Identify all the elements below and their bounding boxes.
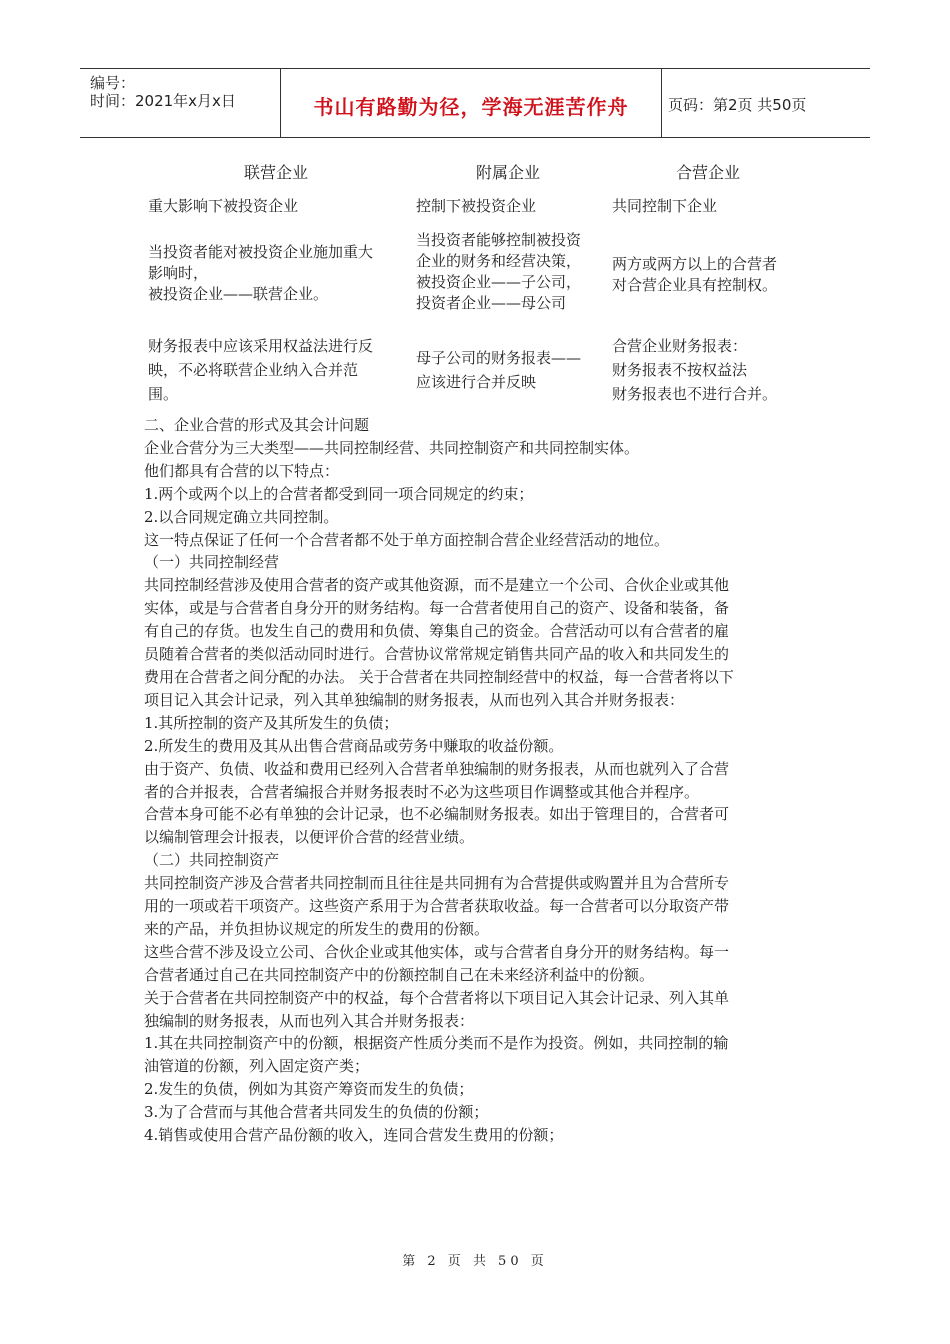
table-cell [416, 230, 608, 314]
table-cell [612, 334, 808, 406]
body-line: 1.两个或两个以上的合营者都受到同一项合同规定的约束； [144, 484, 534, 503]
document-time-label: 时间：2021年x月x日 [90, 92, 236, 110]
table-cell-line: 两方或两方以上的合营者 [612, 255, 778, 273]
table-cell-line: 财务报表不按权益法 [612, 361, 748, 379]
body-line: 独编制的财务报表，从而也列入其合并财务报表： [144, 1011, 475, 1030]
table-cell: 共同控制下企业 [612, 197, 718, 215]
table-cell-line: 围。 [148, 385, 179, 403]
body-line: 这些合营不涉及设立公司、合伙企业或其他实体，或与合营者自身分开的财务结构。每一 [144, 942, 730, 961]
table-cell-line: 当投资者能对被投资企业施加重大 [148, 243, 374, 261]
document-number-label: 编号： [90, 74, 136, 92]
body-line: 共同控制资产涉及合营者共同控制而且往往是共同拥有为合营提供或购置并且为合营所专 [144, 874, 730, 893]
body-line: 者的合并报表，合营者编报合并财务报表时不必为这些项目作调整或其他合并程序。 [144, 782, 700, 801]
body-line: 来的产品，并负担协议规定的所发生的费用的份额。 [144, 919, 490, 938]
page-header [80, 68, 870, 138]
body-line: 由于资产、负债、收益和费用已经列入合营者单独编制的财务报表，从而也就列入了合营 [144, 759, 730, 778]
table-cell-line: 影响时， [148, 264, 209, 282]
table-cell [148, 242, 410, 305]
body-line: 合营本身可能不必有单独的会计记录，也不必编制财务报表。如出于管理目的，合营者可 [144, 805, 730, 824]
body-line: 2.所发生的费用及其从出售合营商品或劳务中赚取的收益份额。 [144, 736, 564, 755]
body-line: 二、企业合营的形式及其会计问题 [144, 416, 370, 434]
body-line: 1.其所控制的资产及其所发生的负债； [144, 713, 399, 732]
body-line: 他们都具有合营的以下特点： [144, 461, 340, 480]
body-text [144, 414, 808, 1147]
body-line: 实体，或是与合营者自身分开的财务结构。每一合营者使用自己的资产、设备和装备，备 [144, 599, 730, 618]
table-header-associate: 联营企业 [244, 163, 309, 182]
table-header-subsidiary: 附属企业 [476, 163, 541, 182]
table-cell-line: 财务报表中应该采用权益法进行反 [148, 337, 374, 355]
table-cell: 控制下被投资企业 [416, 197, 537, 215]
table-cell-line: 映，不必将联营企业纳入合并范 [148, 361, 359, 379]
body-line: 合营者通过自己在共同控制资产中的份额控制自己在未来经济利益中的份额。 [144, 965, 655, 984]
body-line: 这一特点保证了任何一个合营者都不处于单方面控制合营企业经营活动的地位。 [144, 530, 670, 549]
table-cell-line: 应该进行合并反映 [416, 373, 537, 391]
body-line: 2.发生的负债，例如为其资产筹资而发生的负债； [144, 1080, 474, 1099]
body-line: 关于合营者在共同控制资产中的权益，每个合营者将以下项目记入其会计记录、列入其单 [144, 988, 730, 1007]
body-line: 以编制管理会计报表，以便评价合营的经营业绩。 [144, 828, 475, 847]
table-cell [612, 254, 808, 296]
table-cell [148, 334, 410, 406]
body-line: 3.为了合营而与其他合营者共同发生的负债的份额； [144, 1103, 489, 1122]
body-line: 费用在合营者之间分配的办法。 关于合营者在共同控制经营中的权益，每一合营者将以下 [144, 667, 734, 686]
table-cell-line: 当投资者能够控制被投资 [416, 231, 582, 249]
body-line: 员随着合营者的类似活动同时进行。合营协议常常规定销售共同产品的收入和共同发生的 [144, 645, 730, 664]
header-info [80, 69, 280, 137]
header-motto-cell [280, 69, 662, 137]
table-cell-line: 企业的财务和经营决策， [416, 252, 582, 270]
table-cell-line: 投资者企业——母公司 [416, 294, 567, 312]
header-motto: 书山有路勤为径，学海无涯苦作舟 [313, 95, 629, 119]
body-line: 油管道的份额，列入固定资产类； [144, 1057, 370, 1076]
body-line: 项目记入其会计记录，列入其单独编制的财务报表，从而也列入其合并财务报表： [144, 690, 685, 709]
body-line: 企业合营分为三大类型——共同控制经营、共同控制资产和共同控制实体。 [144, 438, 640, 457]
header-page-number: 页码：第2页 共50页 [668, 96, 807, 114]
table-cell [416, 346, 608, 394]
body-line: 1.其在共同控制资产中的份额，根据资产性质分类而不是作为投资。例如，共同控制的输 [144, 1034, 729, 1053]
body-line: （一）共同控制经营 [144, 553, 280, 572]
table-header-joint-venture: 合营企业 [676, 163, 741, 182]
body-line: 用的一项或若干项资产。这些资产系用于为合营者获取收益。每一合营者可以分取资产带 [144, 897, 730, 916]
table-cell-line: 合营企业财务报表： [612, 337, 748, 355]
table-cell-line: 被投资企业——联营企业。 [148, 285, 329, 303]
body-line: 2.以合同规定确立共同控制。 [144, 507, 339, 526]
table-cell-line: 对合营企业具有控制权。 [612, 276, 778, 294]
body-line: 有自己的存货。也发生自己的费用和负债、筹集自己的资金。合营活动可以有合营者的雇 [144, 622, 730, 641]
body-line: （二）共同控制资产 [144, 851, 280, 870]
table-cell-line: 母子公司的财务报表—— [416, 349, 582, 367]
table-cell-line: 财务报表也不进行合并。 [612, 385, 778, 403]
table-cell-line: 被投资企业——子公司， [416, 273, 582, 291]
table-cell: 重大影响下被投资企业 [148, 197, 299, 215]
body-line: 4.销售或使用合营产品份额的收入，连同合营发生费用的份额； [144, 1126, 564, 1145]
page-footer: 第 2 页 共 50 页 [402, 1254, 548, 1269]
body-line: 共同控制经营涉及使用合营者的资产或其他资源，而不是建立一个公司、合伙企业或其他 [144, 576, 730, 595]
